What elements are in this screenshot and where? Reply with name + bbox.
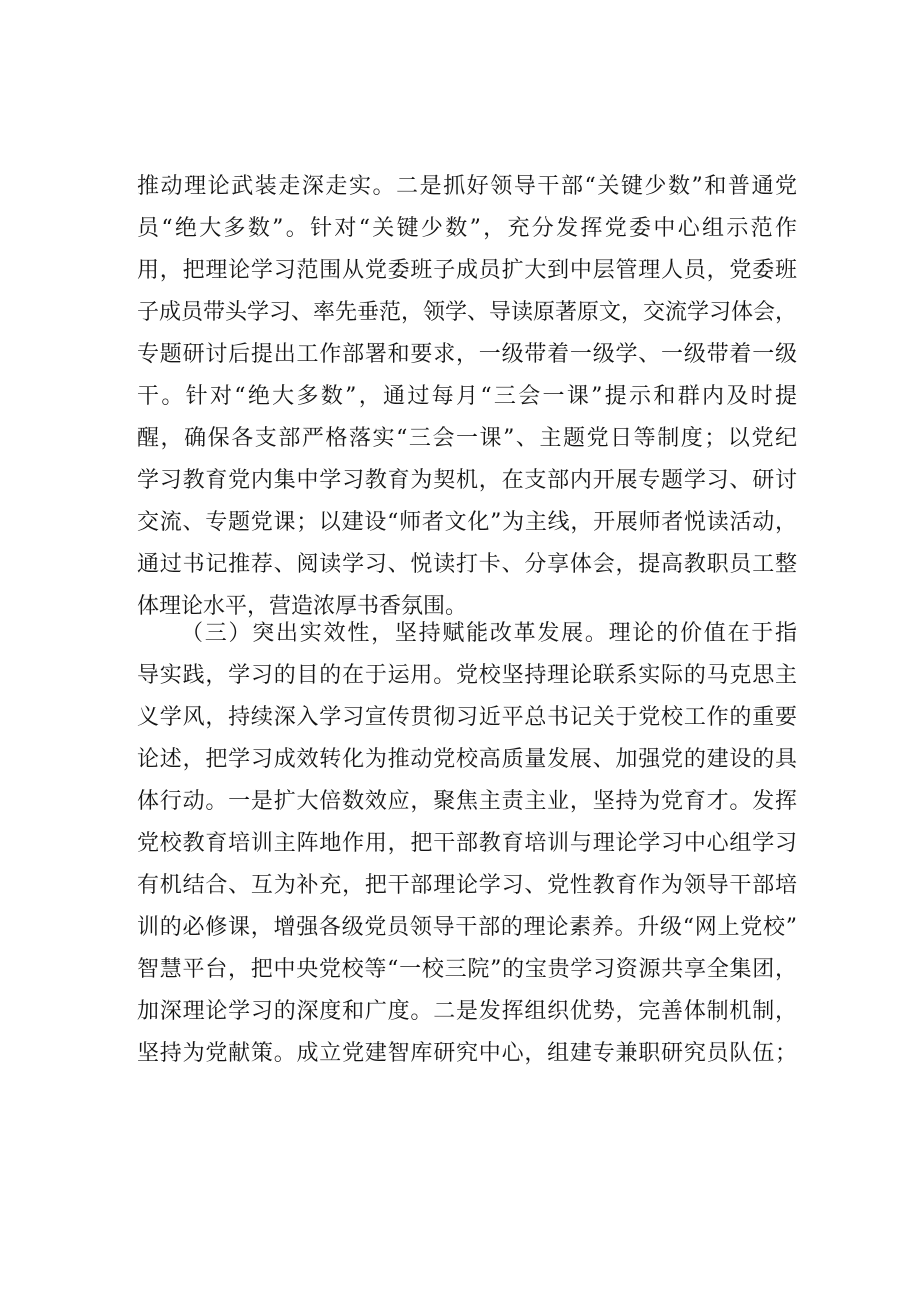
text-line: 有机结合、互为补充，把干部理论学习、党性教育作为领导干部培 bbox=[137, 873, 797, 898]
text-line: 交流、专题党课；以建设“师者文化”为主线，开展师者悦读活动， bbox=[137, 510, 797, 535]
text-line: 体行动。一是扩大倍数效应，聚焦主责主业，坚持为党育才。发挥 bbox=[137, 789, 797, 814]
text-line: 员“绝大多数”。针对“关键少数”，充分发挥党委中心组示范作 bbox=[137, 216, 797, 241]
text-line: 推动理论武装走深走实。二是抓好领导干部“关键少数”和普通党 bbox=[137, 174, 797, 199]
text-line: 学习教育党内集中学习教育为契机，在支部内开展专题学习、研讨 bbox=[137, 468, 797, 493]
text-line: 通过书记推荐、阅读学习、悦读打卡、分享体会，提高教职员工整 bbox=[137, 552, 797, 577]
text-line: 论述，把学习成效转化为推动党校高质量发展、加强党的建设的具 bbox=[137, 747, 797, 772]
text-line: 体理论水平，营造浓厚书香氛围。 bbox=[137, 594, 468, 619]
text-line: 用，把理论学习范围从党委班子成员扩大到中层管理人员，党委班 bbox=[137, 258, 797, 283]
text-line: 干。针对“绝大多数”，通过每月“三会一课”提示和群内及时提 bbox=[137, 384, 797, 409]
text-line: 子成员带头学习、率先垂范，领学、导读原著原文，交流学习体会， bbox=[137, 300, 797, 325]
text-line: 坚持为党献策。成立党建智库研究中心，组建专兼职研究员队伍； bbox=[137, 1041, 797, 1066]
text-line: 专题研讨后提出工作部署和要求，一级带着一级学、一级带着一级 bbox=[137, 342, 797, 367]
text-line: 义学风，持续深入学习宣传贯彻习近平总书记关于党校工作的重要 bbox=[137, 705, 797, 730]
text-line: 智慧平台，把中央党校等“一校三院”的宝贵学习资源共享全集团， bbox=[137, 957, 797, 982]
text-line: 加深理论学习的深度和广度。二是发挥组织优势，完善体制机制， bbox=[137, 999, 797, 1024]
text-line: 党校教育培训主阵地作用，把干部教育培训与理论学习中心组学习 bbox=[137, 831, 797, 856]
text-line: 导实践，学习的目的在于运用。党校坚持理论联系实际的马克思主 bbox=[137, 663, 797, 688]
text-line: 训的必修课，增强各级党员领导干部的理论素养。升级“网上党校” bbox=[137, 915, 797, 940]
paragraph-2 bbox=[137, 613, 797, 1075]
text-line: （三）突出实效性，坚持赋能改革发展。理论的价值在于指 bbox=[181, 621, 797, 646]
paragraph-1 bbox=[137, 166, 797, 628]
text-line: 醒，确保各支部严格落实“三会一课”、主题党日等制度；以党纪 bbox=[137, 426, 797, 451]
